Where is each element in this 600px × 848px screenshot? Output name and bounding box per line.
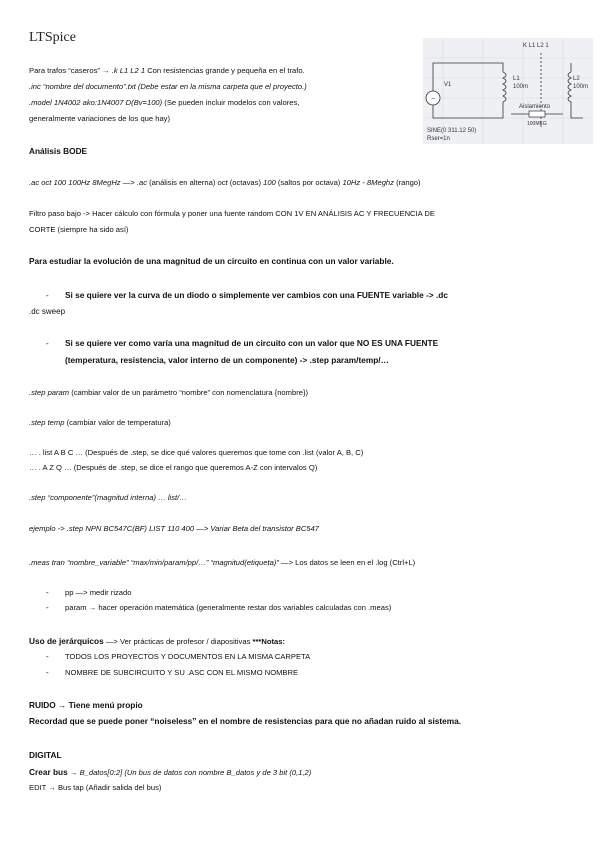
step-desc: (cambiar valor de temperatura) [64,418,171,427]
intro-code: .model 1N4002 ako:1N4007 D(Bv=100) [29,98,163,107]
hier-heading [29,636,285,647]
step-param-line [29,388,308,398]
bode-term: .ac [136,178,147,187]
evolution-heading: Para estudiar la evolución de una magnitud de un circuito en continua con un valor variable. [29,256,394,266]
meas-bullet-1: pp —> medir rizado [65,588,132,597]
bode-term: 10Hz - 8Meghz [342,178,394,187]
noise-line: Recordad que se puede poner “noiseless” en el nombre de resistencias para que no añadan ruido al sistema. [29,716,462,726]
digital-bus-label: Crear bus [29,767,68,777]
isolation-label: Aislamiento [519,104,551,110]
meas-line [29,558,415,568]
sine-spec: SINE(0 311.12 50) [427,128,477,134]
bode-cmd: .ac oct 100 100Hz 8MegHz [29,178,121,187]
intro-text: (Debe estar en la misma carpeta que el proyecto.) [135,82,307,91]
l2-label: L2 [573,76,580,82]
bode-desc: (rango) [393,178,421,187]
l1-value: 100m [513,84,529,90]
intro-code: .inc “nombre del documento”.txt [29,82,136,91]
bullet-dash: - [46,652,49,661]
digital-heading: DIGITAL [29,750,62,760]
intro-line-3 [29,98,299,108]
evolution-bullet-1: Si se quiere ver la curva de un diodo o simplemente ver cambios con una FUENTE variable -> .dc [65,290,448,300]
step-example-cmd: ejemplo -> .step NPN BC547C(BF) LIST 110 400 [29,524,195,533]
hier-heading-text: —> Ver prácticas de profesor / diapositivas [103,637,253,646]
k-directive-label: K L1 L2 1 [523,43,549,49]
isolation-value: 100MEG [527,121,547,127]
hier-heading-bold: Uso de jerárquicos [29,636,104,646]
page-title: LTSpice [29,30,76,45]
step-cmd: .step temp [29,418,65,427]
bode-line-2: Filtro paso bajo -> Hacer cálculo con fórmula y poner una fuente random CON 1V EN ANÁLISIS AC Y FRECUENCIA DE [29,209,435,218]
step-example-line [29,524,319,534]
hier-bullet-1: TODOS LOS PROYECTOS Y DOCUMENTOS EN LA MISMA CARPETA [65,652,311,661]
circuit-diagram [423,38,593,144]
intro-line-4: generalmente variaciones de los que hay) [29,114,170,123]
l1-label: L1 [513,76,520,82]
intro-text: (Se pueden incluir modelos con valores, [162,98,300,107]
source-sign-icon: ~ [431,96,436,103]
hier-bullet-2: NOMBRE DE SUBCIRCUITO Y SU .ASC CON EL MISMO NOMBRE [65,668,299,677]
bullet-dash: - [46,588,49,597]
step-cmd: .step param [29,388,70,397]
intro-text: Para trafos “caseros” → [29,66,112,75]
step-list-line-1: … . list A B C … (Después de .step, se dice qué valores queremos que tome con .list (valor A, B, C) [29,448,364,457]
bode-heading: Análisis BODE [29,146,88,156]
intro-line-1 [29,66,305,76]
step-desc: (cambiar valor de un parámetro “nombre” con nomenclatura {nombre}) [69,388,309,397]
meas-cmd: .meas tran “nombre_variable” “max/min/param/pp/…” “magnitud(etiqueta)” [29,558,279,567]
bode-desc: (saltos por octava) [275,178,343,187]
step-example-desc: —> Variar Beta del transistor BC547 [194,524,319,533]
bullet-dash: - [46,339,49,348]
bode-line-3: CORTE (siempre ha sido así) [29,225,129,234]
rser-spec: Rser=1n [427,136,450,142]
intro-text: Con resistencias grande y pequeña en el trafo. [145,66,305,75]
digital-bus-desc: B_datos[0:2] (Un bus de datos con nombre B_datos y de 3 bit (0,1,2) [79,768,312,777]
bode-line-1 [29,178,421,188]
evolution-bullet-1-cont: .dc sweep [29,307,66,316]
bullet-dash: - [46,291,49,300]
l2-value: 100m [573,84,589,90]
digital-bus-line [29,767,311,778]
step-temp-line [29,418,171,428]
step-component-line: .step “componente”(magnitud interna) … list/… [29,493,187,502]
digital-arrow: → [67,768,80,777]
meas-desc: —> Los datos se leen en el .log (Ctrl+L) [278,558,416,567]
intro-line-2 [29,82,307,92]
hier-notes-label: ***Notas: [252,637,285,646]
evolution-bullet-2-line-1: Si se quiere ver como varía una magnitud de un circuito con un valor que NO ES UNA FUENTE [65,338,439,348]
bode-term: 100 [263,178,276,187]
bode-arrow: —> [120,178,137,187]
intro-code: .k L1 L2 1 [111,66,146,75]
step-list-line-2: … . A Z Q … (Después de .step, se dice el rango que queremos A-Z con intervalos Q) [29,463,318,472]
isolation-resistor-symbol [529,111,545,117]
bullet-dash: - [46,603,49,612]
v1-label: V1 [444,82,452,88]
noise-heading: RUIDO → Tiene menú propio [29,700,143,710]
evolution-bullet-2-line-2: (temperatura, resistencia, valor interno de un componente) -> .step param/temp/… [65,355,389,365]
digital-edit-line: EDIT → Bus tap (Añadir salida del bus) [29,783,162,792]
bullet-dash: - [46,668,49,677]
bode-term: oct [217,178,228,187]
bode-desc: (octavas) [227,178,264,187]
meas-bullet-2: param → hacer operación matemática (generalmente restar dos variables calculadas con .meas) [65,603,392,612]
bode-desc: (análisis en alterna) [147,178,218,187]
